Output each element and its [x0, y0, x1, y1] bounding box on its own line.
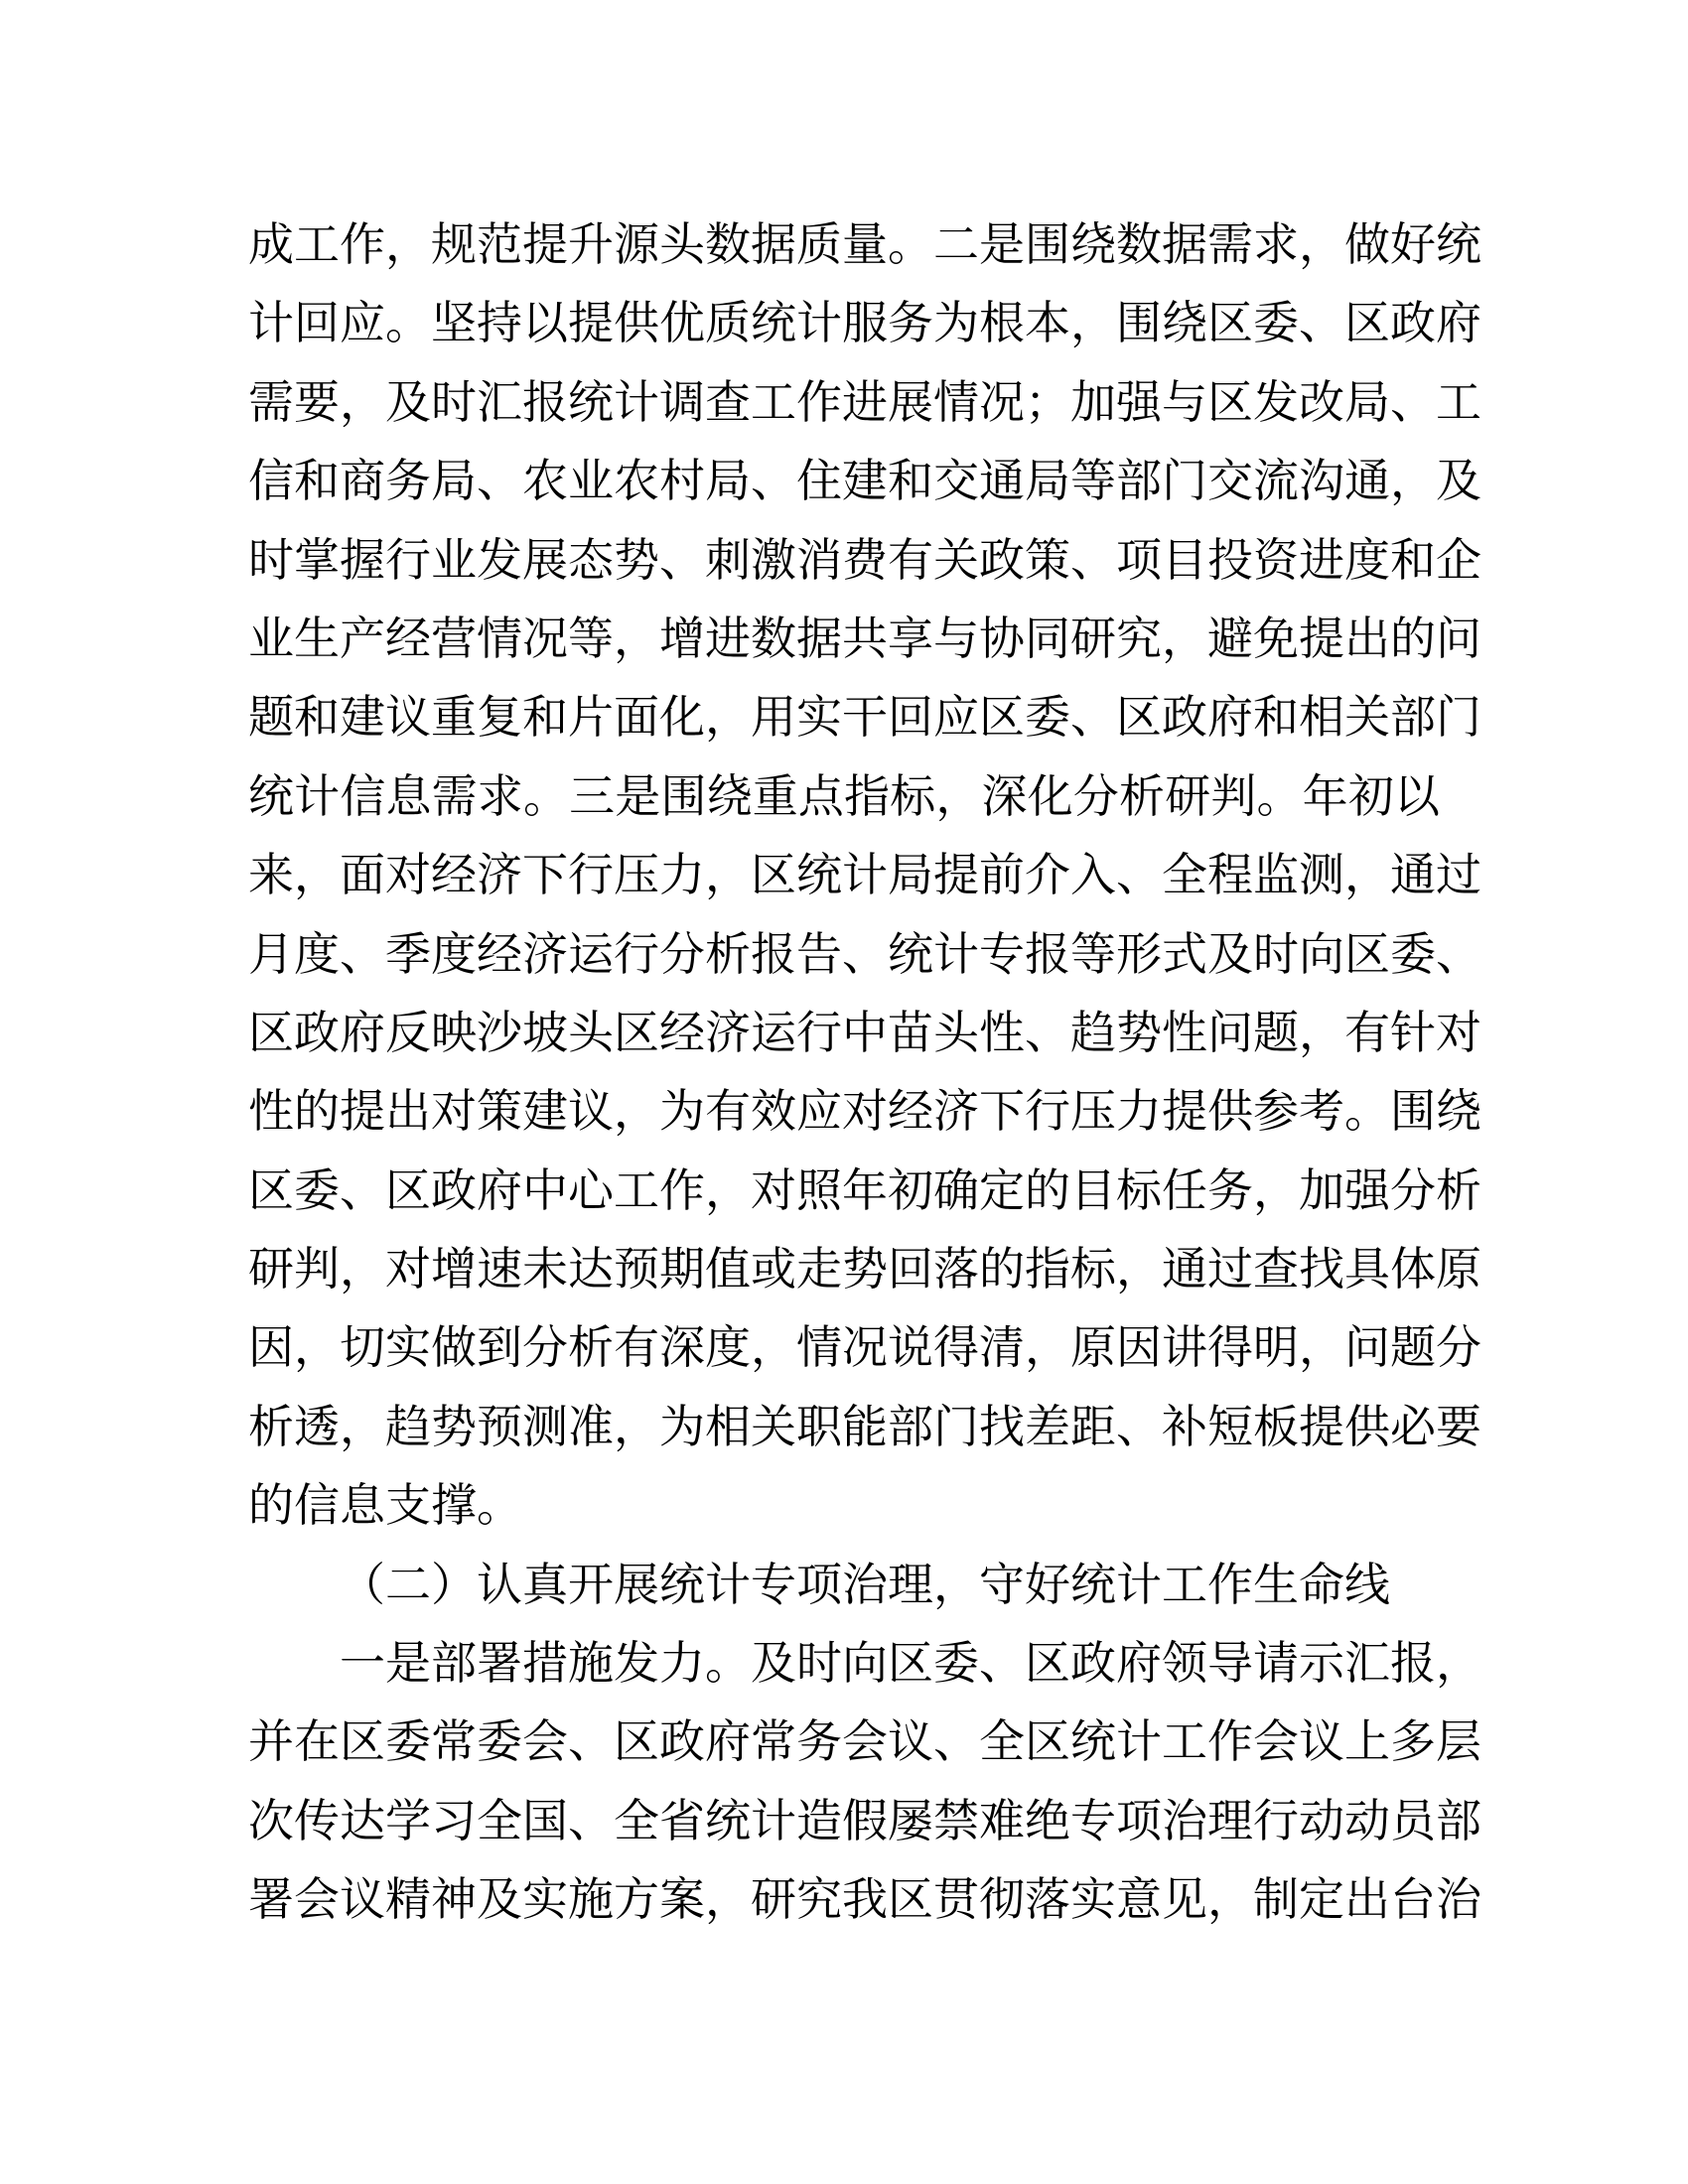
paragraph-1-line-9: 来，面对经济下行压力，区统计局提前介入、全程监测，通过 [248, 848, 1481, 902]
section-heading: （二）认真开展统计专项治理，守好统计工作生命线 [340, 1557, 1390, 1611]
paragraph-2-line-3: 次传达学习全国、全省统计造假屡禁难绝专项治理行动动员部 [248, 1793, 1481, 1847]
paragraph-2-line-4: 署会议精神及实施方案，研究我区贯彻落实意见，制定出台治 [248, 1872, 1481, 1927]
paragraph-1-line-1: 成工作，规范提升源头数据质量。二是围绕数据需求，做好统 [248, 217, 1481, 271]
paragraph-2-line-2: 并在区委常委会、区政府常务会议、全区统计工作会议上多层 [248, 1714, 1481, 1769]
paragraph-1-line-8: 统计信息需求。三是围绕重点指标，深化分析研判。年初以 [248, 768, 1440, 823]
paragraph-1-line-13: 区委、区政府中心工作，对照年初确定的目标任务，加强分析 [248, 1162, 1481, 1217]
paragraph-1-line-12: 性的提出对策建议，为有效应对经济下行压力提供参考。围绕 [248, 1084, 1481, 1139]
paragraph-1-line-3: 需要，及时汇报统计调查工作进展情况；加强与区发改局、工 [248, 374, 1481, 429]
paragraph-1-line-7: 题和建议重复和片面化，用实干回应区委、区政府和相关部门 [248, 690, 1481, 745]
paragraph-1-line-6: 业生产经营情况等，增进数据共享与协同研究，避免提出的问 [248, 611, 1481, 665]
paragraph-1-line-10: 月度、季度经济运行分析报告、统计专报等形式及时向区委、 [248, 926, 1481, 981]
paragraph-2-line-1: 一是部署措施发力。及时向区委、区政府领导请示汇报， [340, 1636, 1481, 1691]
paragraph-1-line-4: 信和商务局、农业农村局、住建和交通局等部门交流沟通，及 [248, 454, 1481, 508]
paragraph-1-line-5: 时掌握行业发展态势、刺激消费有关政策、项目投资进度和企 [248, 532, 1481, 587]
body-text [248, 205, 1481, 1940]
paragraph-1-line-17: 的信息支撑。 [248, 1478, 522, 1533]
paragraph-1-line-15: 因，切实做到分析有深度，情况说得清，原因讲得明，问题分 [248, 1320, 1481, 1375]
paragraph-1-line-14: 研判，对增速未达预期值或走势回落的指标，通过查找具体原 [248, 1242, 1481, 1297]
paragraph-1-line-11: 区政府反映沙坡头区经济运行中苗头性、趋势性问题，有针对 [248, 1005, 1481, 1059]
paragraph-1-line-16: 析透，趋势预测准，为相关职能部门找差距、补短板提供必要 [248, 1399, 1481, 1453]
paragraph-1-line-2: 计回应。坚持以提供优质统计服务为根本，围绕区委、区政府 [248, 296, 1481, 350]
